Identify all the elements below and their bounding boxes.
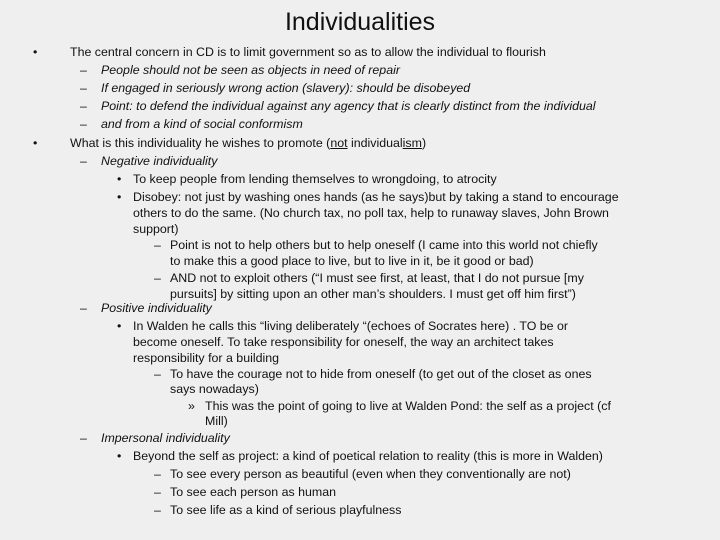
- impersonal-sub-playfulness: To see life as a kind of serious playfulness: [170, 503, 402, 517]
- negative-sub-exploit-line1: AND not to exploit others (“I must see first, at least, that I do not pursue [my: [170, 271, 584, 285]
- impersonal-sub-human: To see each person as human: [170, 485, 337, 499]
- question-text: What is this individuality he wishes to promote (: [70, 136, 331, 150]
- sub-point-defend: Point: to defend the individual against any agency that is clearly distinct from the individual: [101, 99, 596, 113]
- question-text: ): [421, 136, 427, 150]
- dash-marker: –: [80, 301, 87, 315]
- negative-sub-help-oneself-line2: to make this a good place to live, but to live in it, be it good or bad): [170, 254, 534, 268]
- negative-sub-help-oneself-line1: Point is not to help others but to help oneself (I came into this world not chiefly: [170, 238, 598, 252]
- impersonal-individuality-heading: Impersonal individuality: [101, 431, 230, 445]
- underlined-ism: ism: [402, 136, 422, 150]
- positive-item-line3: responsibility for a building: [133, 351, 280, 365]
- positive-individuality-heading: Positive individuality: [101, 301, 212, 315]
- point-individuality-question: [70, 135, 426, 151]
- negative-individuality-heading: Negative individuality: [101, 154, 218, 168]
- sub-point-conformism: and from a kind of social conformism: [101, 117, 303, 131]
- positive-sub-courage-line1: To have the courage not to hide from oneself (to get out of the closet as ones: [170, 367, 592, 381]
- positive-item-line2: become oneself. To take responsibility for oneself, the way an architect takes: [133, 335, 554, 349]
- impersonal-item: Beyond the self as project: a kind of poetical relation to reality (this is more in Walden): [133, 449, 603, 463]
- sub-point-objects: People should not be seen as objects in need of repair: [101, 63, 400, 77]
- slide-title: Individualities: [284, 8, 436, 36]
- negative-item-wrongdoing: To keep people from lending themselves to wrongdoing, to atrocity: [133, 172, 497, 186]
- dash-marker: –: [154, 238, 161, 252]
- dash-marker: –: [154, 467, 161, 481]
- underlined-not: not: [330, 136, 348, 150]
- dash-marker: –: [154, 367, 161, 381]
- dash-marker: –: [154, 485, 161, 499]
- positive-subsub-walden-line2: Mill): [205, 414, 228, 428]
- negative-item-disobey-line2: others to do the same. (No church tax, no poll tax, help to runaway slaves, John Brown: [133, 206, 609, 220]
- question-text: individual: [347, 136, 403, 150]
- dash-marker: –: [80, 154, 87, 168]
- bullet-dot: •: [33, 136, 38, 150]
- bullet-dot: •: [117, 319, 122, 333]
- bullet-dot: •: [117, 449, 122, 463]
- dash-marker: –: [154, 271, 161, 285]
- positive-sub-courage-line2: says nowadays): [170, 382, 259, 396]
- dash-marker: –: [154, 503, 161, 517]
- positive-subsub-walden-line1: This was the point of going to live at Walden Pond: the self as a project (cf: [205, 399, 611, 413]
- point-central-concern: The central concern in CD is to limit government so as to allow the individual to flourish: [70, 45, 546, 59]
- negative-sub-exploit-line2: pursuits] by sitting upon an other man’s shoulders. I must get off him first”): [170, 287, 576, 301]
- dash-marker: –: [80, 99, 87, 113]
- bullet-dot: •: [33, 45, 38, 59]
- dash-marker: –: [80, 63, 87, 77]
- bullet-dot: •: [117, 190, 122, 204]
- negative-item-disobey-line1: Disobey: not just by washing ones hands (as he says)but by taking a stand to encourage: [133, 190, 619, 204]
- dash-marker: –: [80, 117, 87, 131]
- dash-marker: –: [80, 431, 87, 445]
- bullet-dot: •: [117, 172, 122, 186]
- dash-marker: –: [80, 81, 87, 95]
- sub-point-disobey: If engaged in seriously wrong action (slavery): should be disobeyed: [101, 81, 471, 95]
- impersonal-sub-beautiful: To see every person as beautiful (even when they conventionally are not): [170, 467, 571, 481]
- negative-item-disobey-line3: support): [133, 222, 179, 236]
- positive-item-line1: In Walden he calls this “living deliberately “(echoes of Socrates here) . TO be or: [133, 319, 569, 333]
- raquo-marker: »: [188, 399, 195, 413]
